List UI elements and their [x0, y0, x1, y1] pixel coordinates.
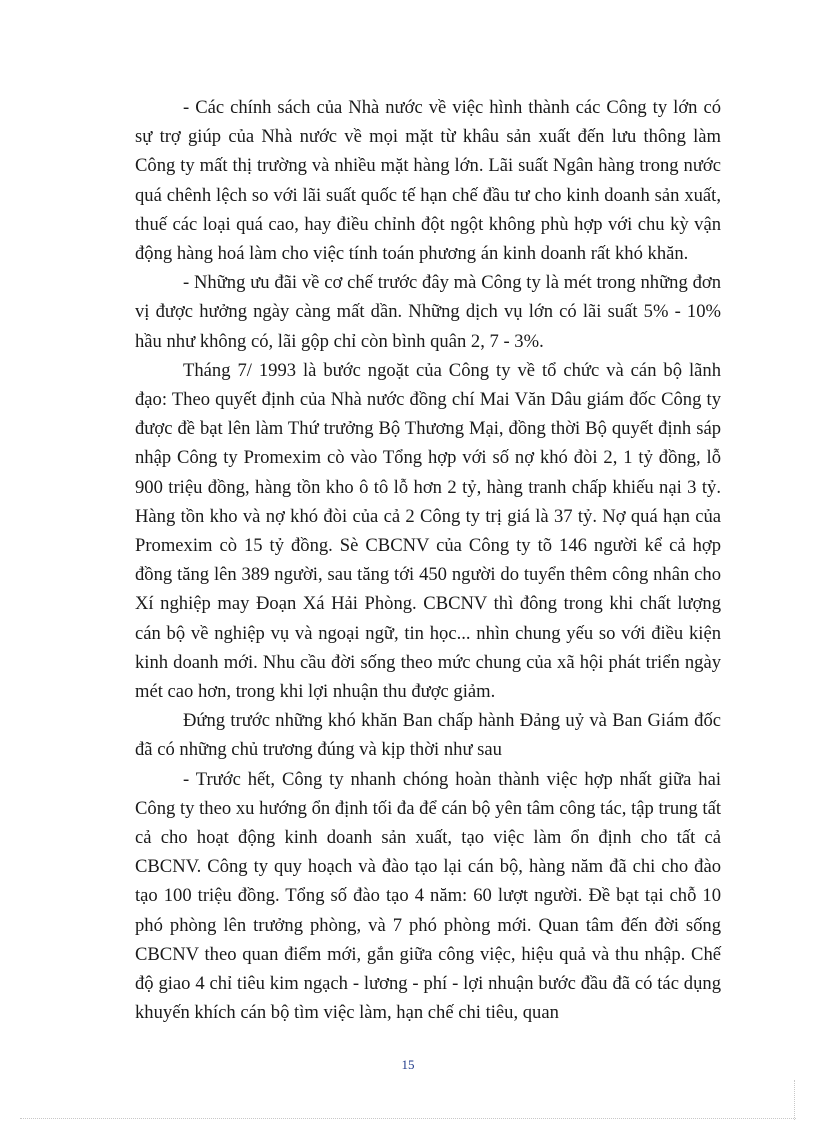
- paragraph-leadership-response: Đứng trước những khó khăn Ban chấp hành Đảng uỷ và Ban Giám đốc đã có những chủ trương đúng và kịp thời như sau: [135, 710, 721, 761]
- corner-dotted-rule: [794, 1080, 795, 1120]
- paragraph-merger-training: - Trước hết, Công ty nhanh chóng hoàn thành việc hợp nhất giữa hai Công ty theo xu hướng ổn định tối đa để cán bộ yên tâm công tác, tập trung tất cả cho hoạt động kinh doanh sản xuất, tạo việc làm ổn định cho tất cả CBCNV. Công ty quy hoạch và đào tạo lại cán bộ, hàng năm đã chi cho đào tạo 100 triệu đồng. Tổng số đào tạo 4 năm: 60 lượt người. Đề bạt tại chỗ 10 phó phòng lên trưởng phòng, và 7 phó phòng mới. Quan tâm đến đời sống CBCNV theo quan điểm mới, gắn giữa công việc, hiệu quả và thu nhập. Chế độ giao 4 chỉ tiêu kim ngạch - lương - phí - lợi nhuận bước đầu đã có tác dụng khuyến khích cán bộ tìm việc làm, hạn chế chi tiêu, quan: [135, 768, 721, 1024]
- paragraph-incentives: - Những ưu đãi về cơ chế trước đây mà Công ty là mét trong những đơn vị được hưởng ngày càng mất dần. Những dịch vụ lớn có lãi suất 5% - 10% hầu như không có, lãi gộp chỉ còn bình quân 2, 7 - 3%.: [135, 272, 721, 352]
- footer-dotted-rule: [20, 1118, 796, 1119]
- page-number: 15: [401, 1057, 415, 1072]
- paragraph-turning-point-1993: Tháng 7/ 1993 là bước ngoặt của Công ty về tổ chức và cán bộ lãnh đạo: Theo quyết định của Nhà nước đồng chí Mai Văn Dâu giám đốc Công ty được đề bạt lên làm Thứ trưởng Bộ Thương Mại, đồng thời Bộ quyết định sáp nhập Công ty Promexim cò vào Tổng hợp với số nợ khó đòi 2, 1 tỷ đồng, lỗ 900 triệu đồng, hàng tồn kho ô tô lỗ hơn 2 tỷ, hàng tranh chấp khiếu nại 3 tỷ. Hàng tồn kho và nợ khó đòi của cả 2 Công ty trị giá là 37 tỷ. Nợ quá hạn của Promexim cò 15 tỷ đồng. Sè CBCNV của Công ty tõ 146 người kể cả hợp đồng tăng lên 389 người, sau tăng tới 450 người do tuyển thêm công nhân cho Xí nghiệp may Đoạn Xá Hải Phòng. CBCNV thì đông trong khi chất lượng cán bộ về nghiệp vụ và ngoại ngữ, tin học... nhìn chung yếu so với điều kiện kinh doanh mới. Nhu cầu đời sống theo mức chung của xã hội phát triển ngày mét cao hơn, trong khi lợi nhuận thu được giảm.: [135, 359, 721, 703]
- document-body: [135, 93, 721, 1028]
- paragraph-state-policies: - Các chính sách của Nhà nước về việc hình thành các Công ty lớn có sự trợ giúp của Nhà nước về mọi mặt từ khâu sản xuất đến lưu thông làm Công ty mất thị trường và nhiều mặt hàng lớn. Lãi suất Ngân hàng trong nước quá chênh lệch so với lãi suất quốc tế hạn chế đầu tư cho kinh doanh sản xuất, thuế các loại quá cao, hay điều chỉnh đột ngột không phù hợp với chu kỳ vận động hàng hoá làm cho việc tính toán phương án kinh doanh rất khó khăn.: [135, 97, 721, 265]
